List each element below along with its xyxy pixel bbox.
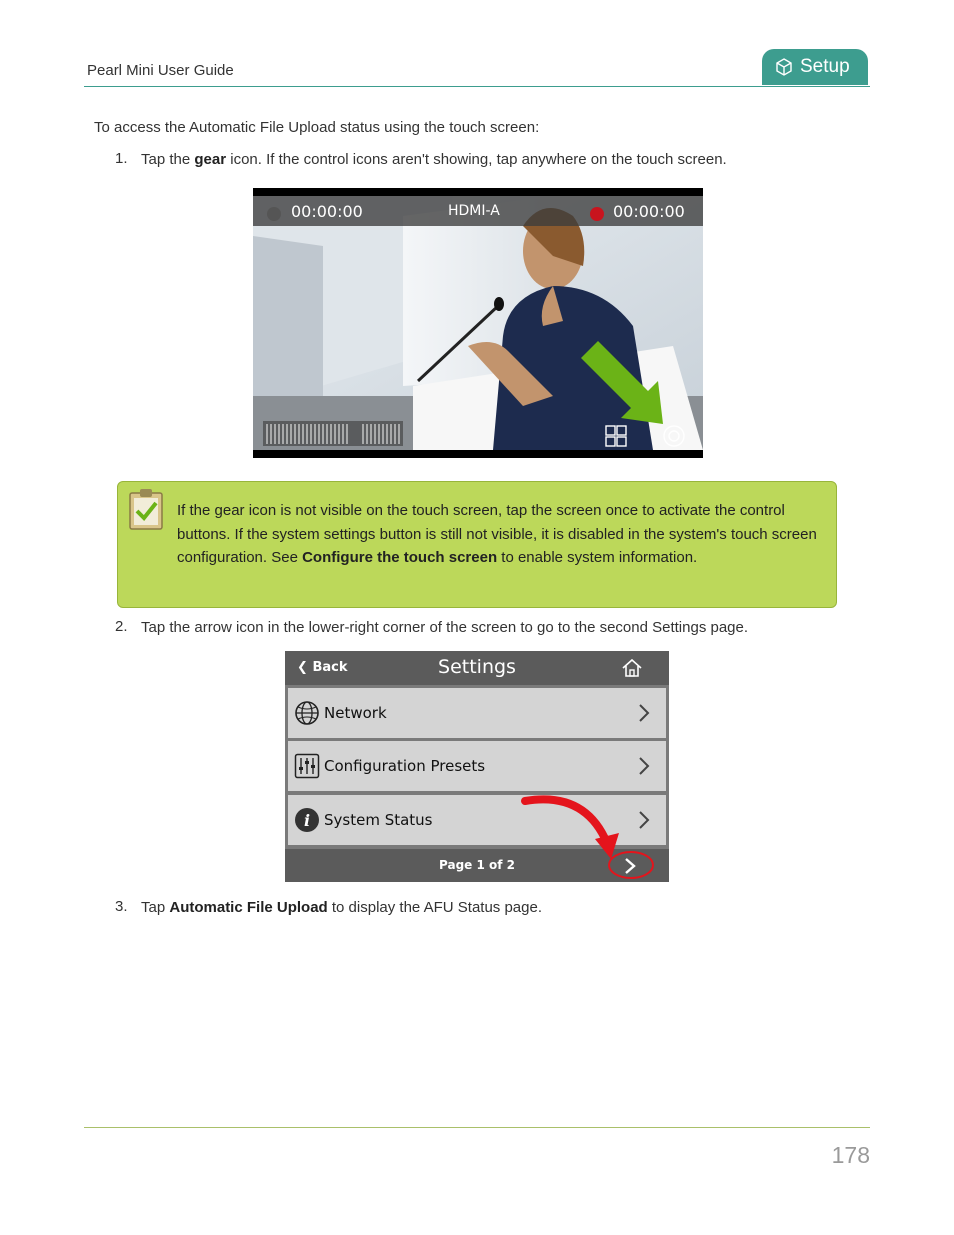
note-box xyxy=(117,481,837,608)
step-1-after: icon. If the control icons aren't showing, tap anywhere on the touch screen. xyxy=(226,151,727,168)
footer-divider xyxy=(84,1127,870,1128)
note-text-part-1: If the gear icon is not visible on the touch screen, tap the screen once to activate the control buttons. If the system settings button is still not visible, it is disabled in the system's touch screen configuration. See xyxy=(177,502,817,566)
settings-item-configuration-presets[interactable] xyxy=(288,741,666,791)
stream-status-dot xyxy=(267,207,281,221)
note-link-configure-touch-screen[interactable]: Configure the touch screen xyxy=(302,549,498,566)
settings-item-network[interactable] xyxy=(288,688,666,738)
next-page-arrow-icon[interactable] xyxy=(621,856,639,876)
settings-item-label: System Status xyxy=(324,811,433,829)
step-3-after: to display the AFU Status page. xyxy=(327,899,542,916)
section-tab-setup[interactable] xyxy=(762,49,868,85)
section-tab-label: Setup xyxy=(800,56,850,77)
stream-timer: 00:00:00 xyxy=(291,202,363,221)
record-status-dot xyxy=(590,207,604,221)
source-label: HDMI-A xyxy=(448,203,500,219)
note-text xyxy=(177,499,827,570)
info-icon xyxy=(294,807,320,833)
step-3-before: Tap xyxy=(141,899,170,916)
sliders-icon xyxy=(294,753,320,779)
step-1-before: Tap the xyxy=(141,151,195,168)
chevron-right-icon xyxy=(638,756,650,776)
svg-text:i: i xyxy=(303,811,311,830)
step-1-text xyxy=(141,150,727,170)
settings-item-label: Configuration Presets xyxy=(324,757,486,775)
home-icon[interactable] xyxy=(621,658,643,678)
chevron-right-icon xyxy=(638,703,650,723)
settings-item-label: Network xyxy=(324,704,387,722)
intro-paragraph: To access the Automatic File Upload status using the touch screen: xyxy=(94,119,540,136)
presenter-photo xyxy=(253,196,703,450)
step-1-bold: gear xyxy=(194,151,227,168)
chevron-right-icon xyxy=(638,810,650,830)
settings-header xyxy=(285,651,669,685)
page-number: 178 xyxy=(831,1142,870,1168)
back-label: Back xyxy=(312,660,348,675)
settings-title: Settings xyxy=(438,656,516,678)
page-indicator: Page 1 of 2 xyxy=(439,858,515,872)
step-3-bold: Automatic File Upload xyxy=(169,899,328,916)
cube-icon xyxy=(774,57,794,77)
settings-item-system-status[interactable] xyxy=(288,795,666,845)
clipboard-check-icon xyxy=(128,487,164,531)
document-title: Pearl Mini User Guide xyxy=(87,62,234,79)
note-text-part-2: to enable system information. xyxy=(497,549,698,566)
step-2-number: 2. xyxy=(115,618,128,635)
touchscreen-preview-image xyxy=(253,188,703,458)
settings-pagination-bar xyxy=(285,849,669,882)
step-3-text xyxy=(141,898,542,918)
preview-status-bar xyxy=(253,196,703,226)
settings-screen-image xyxy=(285,651,669,882)
step-1-number: 1. xyxy=(115,150,128,167)
globe-icon xyxy=(294,700,320,726)
record-timer: 00:00:00 xyxy=(613,202,685,221)
chevron-left-icon: ❮ xyxy=(297,660,308,675)
header-divider xyxy=(84,86,870,87)
step-2-text: Tap the arrow icon in the lower-right corner of the screen to go to the second Settings page. xyxy=(141,619,749,636)
step-3-number: 3. xyxy=(115,898,128,915)
